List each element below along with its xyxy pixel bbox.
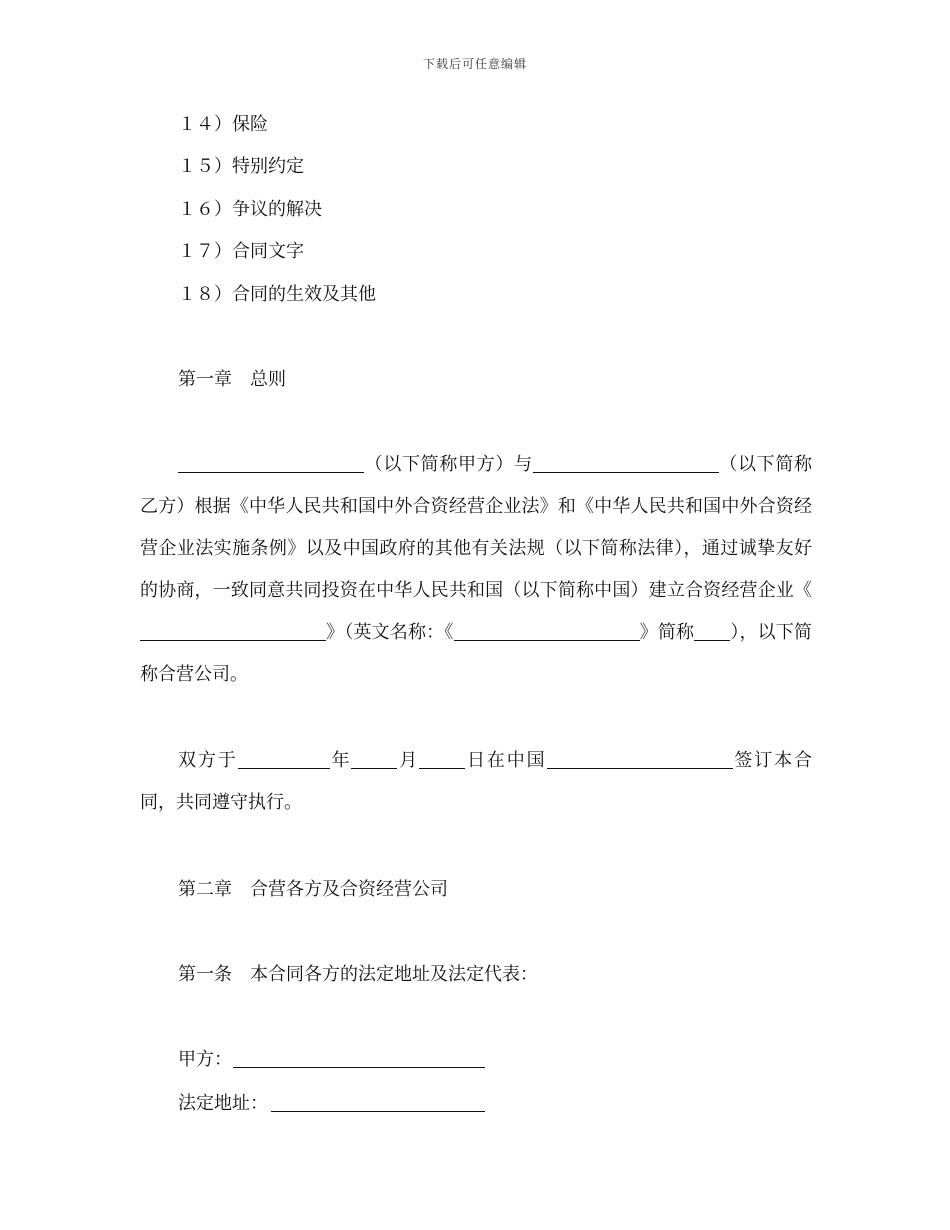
toc-number: １７） [178, 241, 232, 262]
chapter-2-title: 第二章 合营各方及合资经营公司 [178, 879, 448, 900]
para1-text-5: ），以下简称合营公司。 [140, 622, 813, 685]
para2-text-2: 年 [329, 750, 352, 771]
company-name-blank [140, 622, 326, 641]
toc-number: １４） [178, 114, 232, 135]
toc-number: １６） [178, 199, 232, 220]
month-blank [351, 750, 397, 769]
day-blank [419, 750, 465, 769]
signing-place-blank [547, 750, 733, 769]
toc-label: 合同的生效及其他 [232, 284, 376, 305]
short-name-blank [694, 622, 730, 641]
toc-number: １５） [178, 156, 232, 177]
page-header: 下载后可任意编辑 [422, 57, 527, 71]
toc-item-18 [178, 283, 376, 307]
toc-item-17 [178, 240, 304, 264]
para1-text-2: （以下简称乙方）根据《中华人民共和国中外合资经营企业法》和《中华人民共和国中外合资经营企业法实施条例》以及中国政府的其他有关法规（以下简称法律），通过诚挚友好的协商，一致同意共同投资在中华人民共和国（以下简称中国）建立合资经营企业《 [140, 454, 813, 601]
toc-item-14 [178, 113, 268, 137]
para1-text-4: 》简称 [639, 622, 695, 643]
legal-address-row [178, 1092, 268, 1116]
party-a-blank [233, 1067, 485, 1068]
toc-number: １８） [178, 284, 232, 305]
toc-label: 合同文字 [232, 241, 304, 262]
signing-paragraph [140, 740, 812, 824]
party-a-label: 甲方： [178, 1049, 232, 1070]
party-a-row [178, 1048, 232, 1072]
toc-item-16 [178, 198, 322, 222]
para2-text-5: 签订本合同，共同遵守执行。 [140, 750, 812, 813]
party-b-name-blank [533, 454, 719, 473]
toc-label: 特别约定 [232, 156, 304, 177]
article-1-title: 第一条 本合同各方的法定地址及法定代表： [178, 964, 538, 985]
para1-text-1: （以下简称甲方）与 [364, 454, 533, 475]
para2-text-4: 日在中国 [465, 750, 547, 771]
para1-text-3: 》（英文名称：《 [326, 622, 454, 643]
toc-label: 保险 [232, 114, 268, 135]
party-a-name-blank [178, 454, 364, 473]
general-provisions-paragraph [140, 444, 812, 696]
toc-label: 争议的解决 [232, 199, 322, 220]
para2-text-1: 双方于 [178, 750, 238, 771]
para2-text-3: 月 [397, 750, 420, 771]
year-blank [238, 750, 330, 769]
chapter-1-title: 第一章 总则 [178, 369, 286, 390]
legal-address-blank [271, 1111, 485, 1112]
toc-item-15 [178, 155, 304, 179]
english-name-blank [454, 622, 640, 641]
legal-address-label: 法定地址： [178, 1093, 268, 1114]
